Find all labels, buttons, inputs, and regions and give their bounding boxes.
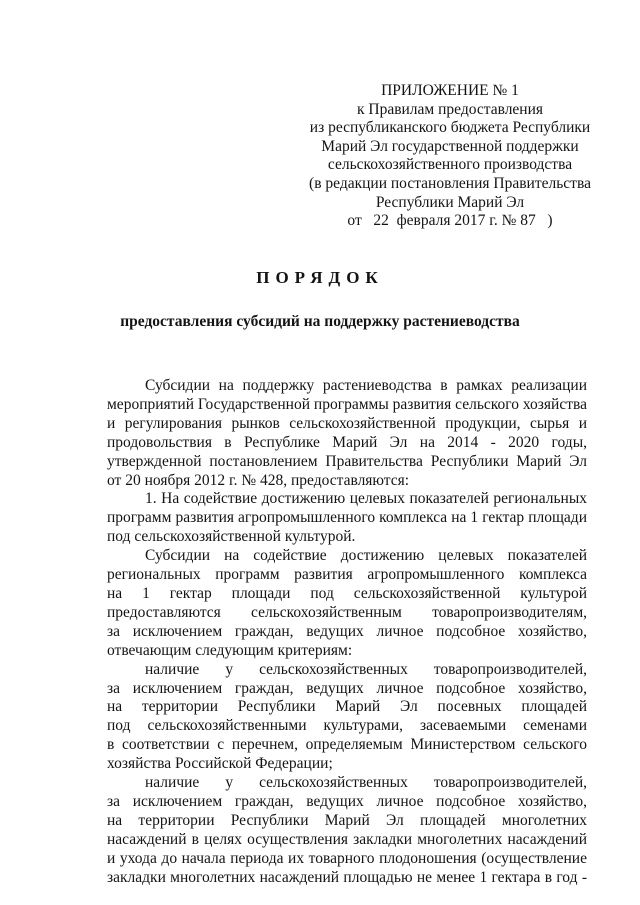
paragraph-item-1 [107,490,587,547]
text-line: наличие у сельскохозяйственных товаропроизводителей, [145,774,587,792]
text-line: Субсидии на поддержку растениеводства в рамках реализации [145,377,587,394]
text-line: 1. На содействие достижению целевых показателей региональных [145,490,587,508]
paragraph-intro [107,377,587,490]
text-line: утвержденной постановлением Правительства Республики Марий Эл [107,452,587,470]
text-line: в соответствии с перечнем, определяемым Министерством сельского [107,736,587,754]
text-line: на территории Республики Марий Эл посевных площадей [107,698,587,716]
appendix-line: (в редакции постановления Правительства [309,174,591,192]
appendix-line: сельскохозяйственного производства [327,156,573,174]
paragraph-criterion-2 [107,774,587,887]
document-title: ПОРЯДОК [256,268,384,287]
appendix-date-line: от 22 февраля 2017 г. № 87 ) [347,212,553,230]
text-line: отвечающим следующим критериям: [107,641,353,659]
appendix-line: к Правилам предоставления [356,100,544,118]
text-line: под сельскохозяйственными культурами, засеваемыми семенами [107,717,587,735]
text-line: мероприятий Государственной программы развития сельского хозяйства [107,395,587,413]
text-line: на 1 гектар площади под сельскохозяйственной культурой [107,584,587,602]
text-line: закладки многолетних насаждений площадью не менее 1 гектара в год - [107,868,587,886]
text-line: за исключением граждан, ведущих личное подсобное хозяйство, [107,679,587,697]
appendix-line: Республики Марий Эл [375,193,525,211]
text-line: и регулирования рынков сельскохозяйственной продукции, сырья и [107,414,587,432]
appendix-header [300,82,600,231]
text-line: наличие у сельскохозяйственных товаропроизводителей, [145,660,587,678]
paragraph-criterion-1 [107,661,587,774]
appendix-line: Марий Эл государственной поддержки [321,137,579,155]
text-line: на территории Республики Марий Эл площадей многолетних [107,811,587,829]
paragraph-subsidy-conditions [107,547,587,660]
text-line: от 20 ноября 2012 г. № 428, предоставляются: [107,471,410,489]
document-subtitle: предоставления субсидий на поддержку растениеводства [120,313,520,330]
text-line: продовольствия в Республике Марий Эл на 2014 - 2020 годы, [107,433,587,451]
appendix-number: ПРИЛОЖЕНИЕ № 1 [381,82,519,99]
text-line: Субсидии на содействие достижению целевых показателей [145,547,587,565]
text-line: за исключением граждан, ведущих личное подсобное хозяйство, [107,792,587,810]
text-line: предоставляются сельскохозяйственным товаропроизводителям, [107,603,587,621]
text-line: хозяйства Российской Федерации; [107,755,333,773]
text-line: программ развития агропромышленного комплекса на 1 гектар площади [107,509,587,527]
text-line: и ухода до начала периода их товарного плодоношения (осуществление [107,849,587,867]
text-line: за исключением граждан, ведущих личное подсобное хозяйство, [107,622,587,640]
document-body [107,377,587,887]
text-line: насаждений в целях осуществления закладки многолетних насаждений [107,830,587,848]
appendix-line: из республиканского бюджета Республики [309,119,591,137]
text-line: под сельскохозяйственной культурой. [107,528,356,546]
text-line: региональных программ развития агропромышленного комплекса [107,566,587,584]
